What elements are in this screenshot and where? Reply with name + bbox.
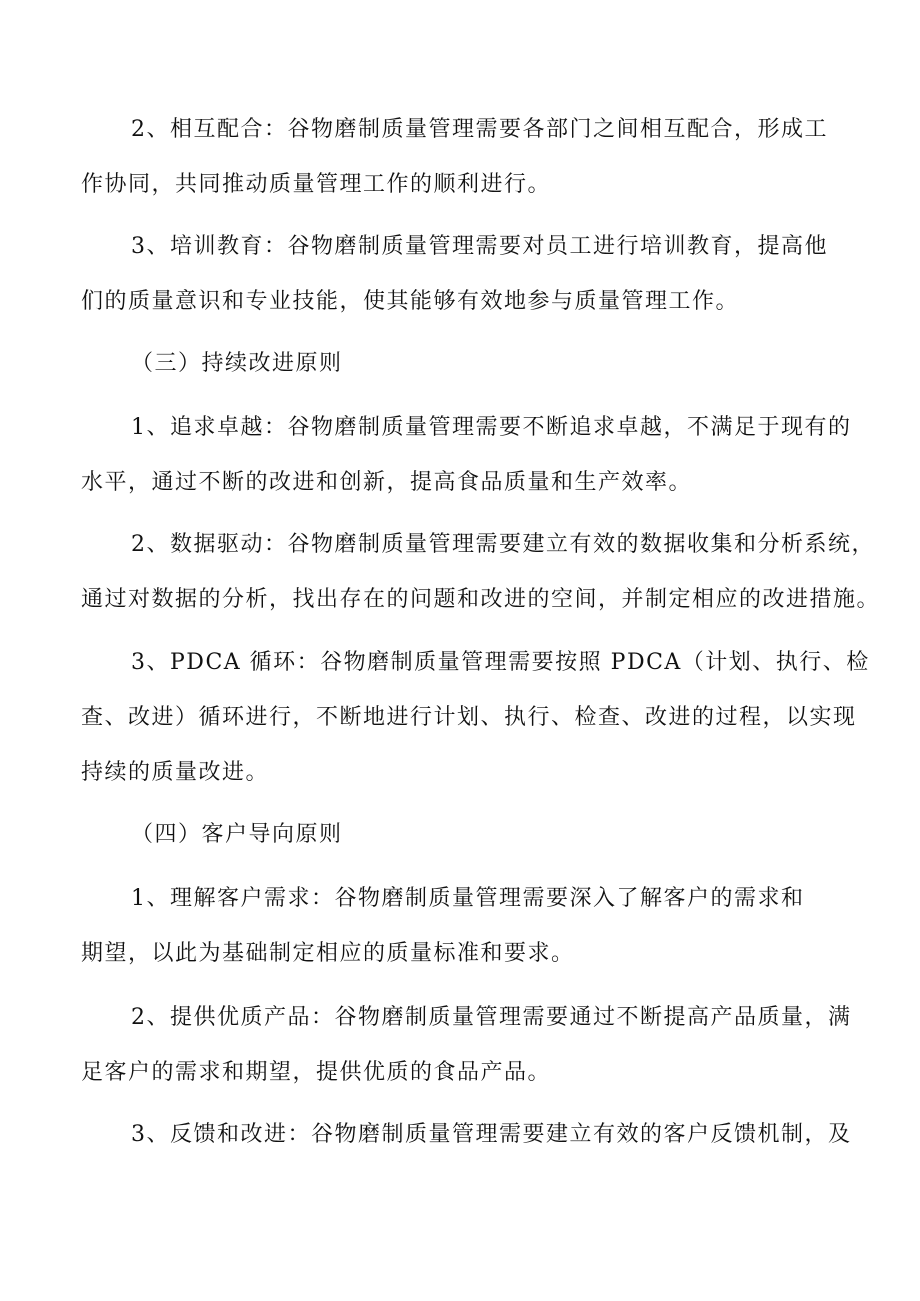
- paragraph-line: 2、数据驱动：谷物磨制质量管理需要建立有效的数据收集和分析系统，: [131, 532, 875, 557]
- paragraph-line: 们的质量意识和专业技能，使其能够有效地参与质量管理工作。: [81, 289, 740, 314]
- paragraph-line: 3、PDCA 循环：谷物磨制质量管理需要按照 PDCA（计划、执行、检: [131, 650, 870, 675]
- paragraph-line: 足客户的需求和期望，提供优质的食品产品。: [81, 1060, 552, 1085]
- paragraph-line: 3、培训教育：谷物磨制质量管理需要对员工进行培训教育，提高他: [131, 234, 828, 259]
- paragraph-line: 水平，通过不断的改进和创新，提高食品质量和生产效率。: [81, 470, 693, 495]
- paragraph-line: 查、改进）循环进行，不断地进行计划、执行、检查、改进的过程，以实现: [81, 705, 857, 730]
- paragraph-line: 3、反馈和改进：谷物磨制质量管理需要建立有效的客户反馈机制，及: [131, 1122, 852, 1147]
- paragraph-line: 期望，以此为基础制定相应的质量标准和要求。: [81, 941, 575, 966]
- paragraph-line: 持续的质量改进。: [81, 760, 270, 785]
- paragraph-line: 通过对数据的分析，找出存在的问题和改进的空间，并制定相应的改进措施。: [81, 587, 881, 612]
- paragraph-line: 1、理解客户需求：谷物磨制质量管理需要深入了解客户的需求和: [131, 886, 805, 911]
- section-heading: （三）持续改进原则: [131, 351, 343, 376]
- paragraph-line: 作协同，共同推动质量管理工作的顺利进行。: [81, 172, 552, 197]
- section-heading: （四）客户导向原则: [131, 822, 343, 847]
- paragraph-line: 2、相互配合：谷物磨制质量管理需要各部门之间相互配合，形成工: [131, 117, 828, 142]
- paragraph-line: 2、提供优质产品：谷物磨制质量管理需要通过不断提高产品质量，满: [131, 1005, 852, 1030]
- paragraph-line: 1、追求卓越：谷物磨制质量管理需要不断追求卓越，不满足于现有的: [131, 415, 852, 440]
